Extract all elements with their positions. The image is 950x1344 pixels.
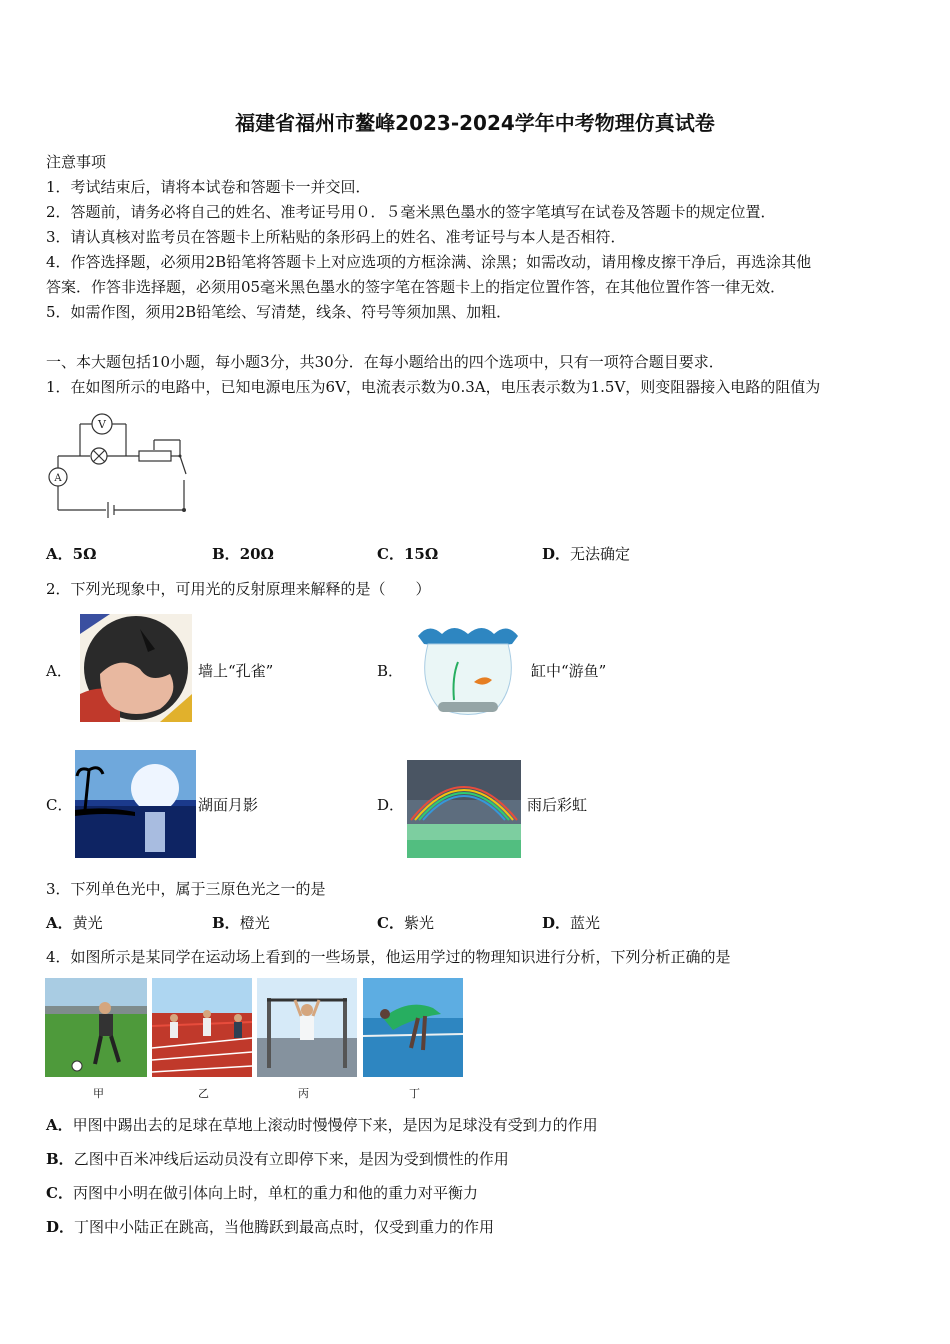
sprint-image <box>152 978 252 1077</box>
q1-option-c: C．15Ω <box>377 545 439 563</box>
q1-option-d: D．无法确定 <box>542 545 631 563</box>
caption-ding: 丁 <box>409 1087 420 1100</box>
question-1-stem: 1．在如图所示的电路中，已知电源电压为6V，电流表示数为0.3A，电压表示数为1.5V，则变阻器接入电路的阻值为 <box>46 378 821 396</box>
fishbowl-image <box>414 622 522 722</box>
notice-item: 1．考试结束后，请将本试卷和答题卡一并交回． <box>46 178 371 196</box>
caption-bing: 丙 <box>298 1087 309 1100</box>
q2-option-b-text: 缸中“游鱼” <box>531 662 607 680</box>
question-2-stem: 2．下列光现象中，可用光的反射原理来解释的是（ ） <box>46 580 431 598</box>
page-title: 福建省福州市鳌峰2023-2024学年中考物理仿真试卷 <box>235 111 715 135</box>
notice-item: 4．作答选择题，必须用2B铅笔将答题卡上对应选项的方框涂满、涂黑；如需改动，请用橡皮擦干净后，再选涂其他 <box>46 253 812 271</box>
ammeter-label: A <box>54 473 62 484</box>
question-3-stem: 3．下列单色光中，属于三原色光之一的是 <box>46 880 326 898</box>
q2-option-c-letter: C． <box>46 796 73 814</box>
q1-option-a: A．5Ω <box>46 545 97 563</box>
high-jump-image <box>363 978 463 1077</box>
rainbow-image <box>407 760 521 858</box>
caption-yi: 乙 <box>198 1087 209 1100</box>
q4-option-d: D．丁图中小陆正在跳高，当他腾跃到最高点时，仅受到重力的作用 <box>46 1218 495 1236</box>
voltmeter-label: V <box>98 418 106 431</box>
notice-item: 2．答题前，请务必将自己的姓名、准考证号用０．５毫米黑色墨水的签字笔填写在试卷及答题卡的规定位置． <box>46 203 776 221</box>
hand-shadow-image <box>80 614 192 722</box>
q4-option-b: B．乙图中百米冲线后运动员没有立即停下来，是因为受到惯性的作用 <box>46 1150 509 1168</box>
q2-option-a-letter: A． <box>46 662 72 680</box>
notice-item: 5．如需作图，须用2B铅笔绘、写清楚，线条、符号等须加黑、加粗． <box>46 303 512 321</box>
pullup-image <box>257 978 357 1077</box>
q4-option-c: C．丙图中小明在做引体向上时，单杠的重力和他的重力对平衡力 <box>46 1184 478 1202</box>
q3-option-c: C．紫光 <box>377 914 434 932</box>
q2-option-d-text: 雨后彩虹 <box>527 796 588 814</box>
circuit-diagram <box>44 404 204 526</box>
q2-option-c-text: 湖面月影 <box>198 796 259 814</box>
soccer-image <box>45 978 147 1077</box>
section-heading: 一、本大题包括10小题，每小题3分，共30分．在每小题给出的四个选项中，只有一项符合题目要求． <box>46 353 724 371</box>
q3-option-b: B．橙光 <box>212 914 270 932</box>
q3-option-a: A．黄光 <box>46 914 103 932</box>
notice-item: 答案．作答非选择题，必须用05毫米黑色墨水的签字笔在答题卡上的指定位置作答，在其他位置作答一律无效． <box>46 278 786 296</box>
caption-jia: 甲 <box>93 1087 104 1100</box>
q2-option-b-letter: B． <box>377 662 404 680</box>
notice-item: 3．请认真核对监考员在答题卡上所粘贴的条形码上的姓名、准考证号与本人是否相符． <box>46 228 626 246</box>
q2-option-a-text: 墙上“孔雀” <box>198 662 274 680</box>
question-4-stem: 4．如图所示是某同学在运动场上看到的一些场景，他运用学过的物理知识进行分析，下列分析正确的是 <box>46 948 731 966</box>
q2-option-d-letter: D． <box>377 796 405 814</box>
q4-option-a: A．甲图中踢出去的足球在草地上滚动时慢慢停下来，是因为足球没有受到力的作用 <box>46 1116 598 1134</box>
notice-heading: 注意事项 <box>46 153 107 171</box>
q1-option-b: B．20Ω <box>212 545 274 563</box>
moon-reflection-image <box>75 750 196 858</box>
q3-option-d: D．蓝光 <box>542 914 601 932</box>
